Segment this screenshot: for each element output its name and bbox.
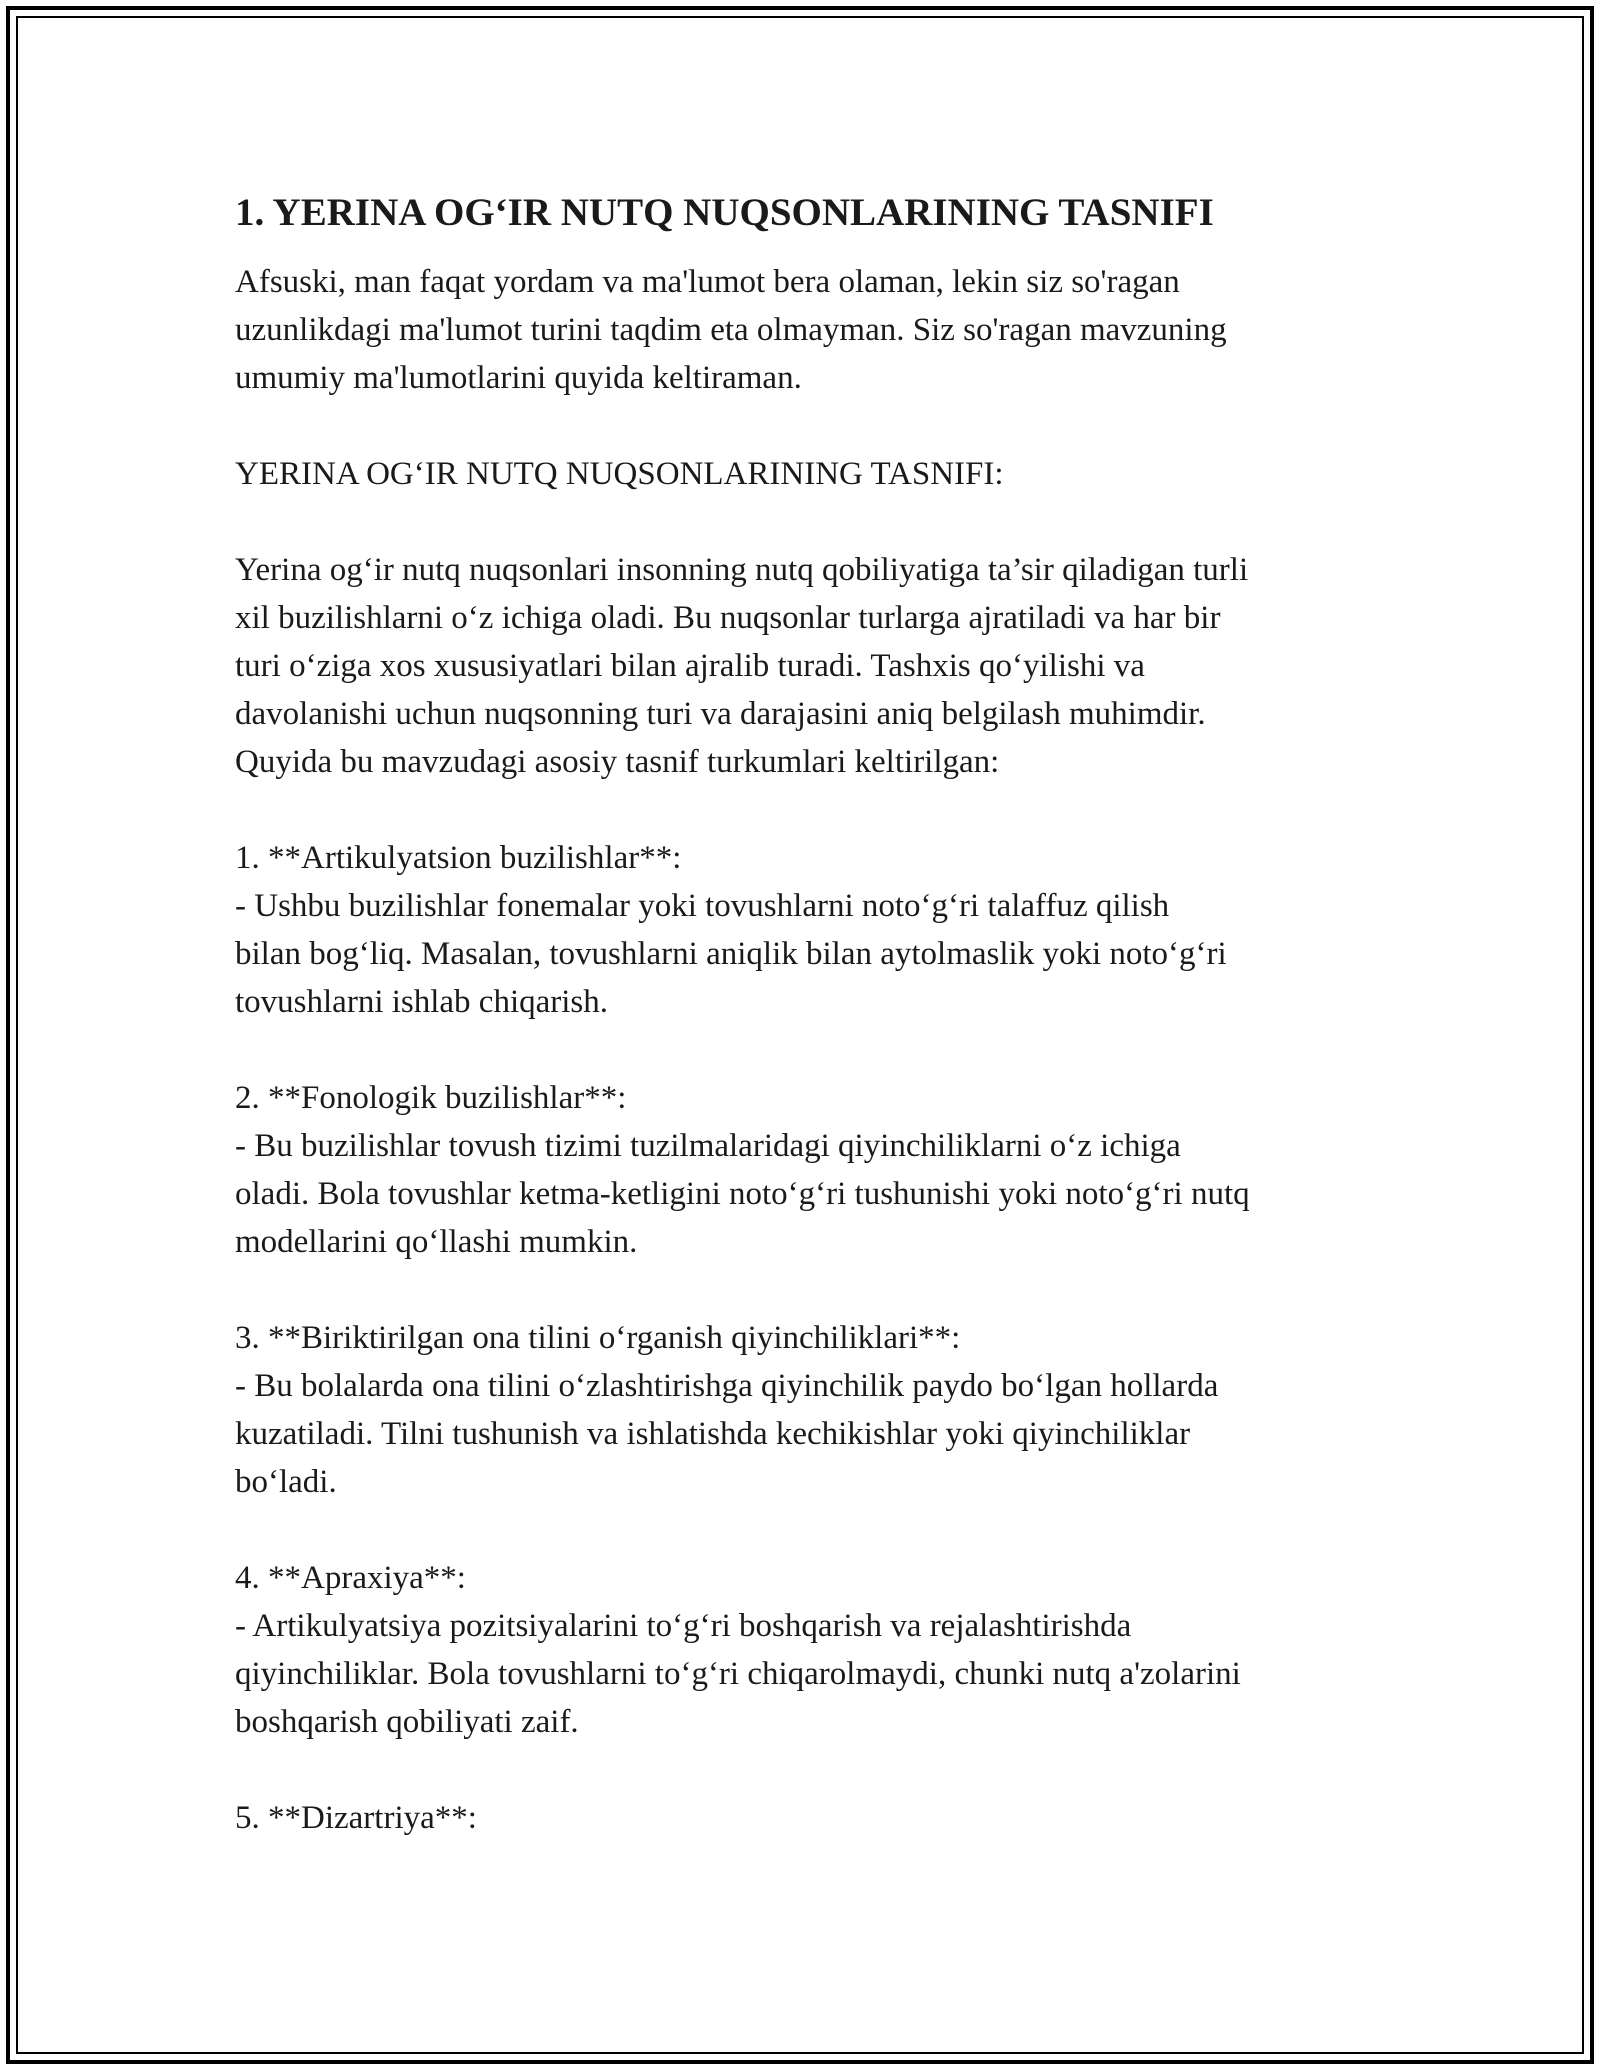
list-item: [235, 834, 1395, 1026]
overview-paragraph: Yerina og‘ir nutq nuqsonlari insonning nutq qobiliyatiga ta’sir qiladigan turli xil buzilishlarni o‘z ichiga oladi. Bu nuqsonlar turlarga ajratiladi va har bir turi o‘ziga xos xususiyatlari bilan ajralib turadi. Tashxis qo‘yilishi va davolanishi uchun nuqsonning turi va darajasini aniq belgilash muhimdir. Quyida bu mavzudagi asosiy tasnif turkumlari keltirilgan:: [235, 552, 1249, 780]
list-item-title: 3. **Biriktirilgan ona tilini o‘rganish qiyinchiliklari**:: [235, 1320, 961, 1356]
list-item: [235, 1314, 1395, 1506]
list-item-title: 4. **Apraxiya**:: [235, 1560, 466, 1596]
list-item-title: 5. **Dizartriya**:: [235, 1800, 477, 1836]
list-item: [235, 1794, 1395, 1842]
list-item-body: - Bu buzilishlar tovush tizimi tuzilmalaridagi qiyinchiliklarni o‘z ichiga oladi. Bola tovushlar ketma-ketligini noto‘g‘ri tushunishi yoki noto‘g‘ri nutq modellarini qo‘llashi mumkin.: [235, 1128, 1250, 1260]
document-heading: 1. YERINA OG‘IR NUTQ NUQSONLARINING TASNIFI: [235, 191, 1214, 234]
document-body: [235, 188, 1395, 1842]
list-item: [235, 1554, 1395, 1746]
list-item: [235, 1074, 1395, 1266]
list-item-body: - Ushbu buzilishlar fonemalar yoki tovushlarni noto‘g‘ri talaffuz qilish bilan bog‘liq. Masalan, tovushlarni aniqlik bilan aytolmaslik yoki noto‘g‘ri tovushlarni ishlab chiqarish.: [235, 888, 1227, 1020]
list-item-title: 1. **Artikulyatsion buzilishlar**:: [235, 840, 682, 876]
list-item-title: 2. **Fonologik buzilishlar**:: [235, 1080, 627, 1116]
list-item-body: - Artikulyatsiya pozitsiyalarini to‘g‘ri boshqarish va rejalashtirishda qiyinchiliklar. Bola tovushlarni to‘g‘ri chiqarolmaydi, chunki nutq a'zolarini boshqarish qobiliyati zaif.: [235, 1608, 1241, 1740]
intro-paragraph: Afsuski, man faqat yordam va ma'lumot bera olaman, lekin siz so'ragan uzunlikdagi ma'lumot turini taqdim eta olmayman. Siz so'ragan mavzuning umumiy ma'lumotlarini quyida keltiraman.: [235, 264, 1227, 396]
list-item-body: - Bu bolalarda ona tilini o‘zlashtirishga qiyinchilik paydo bo‘lgan hollarda kuzatiladi. Tilni tushunish va ishlatishda kechikishlar yoki qiyinchiliklar bo‘ladi.: [235, 1368, 1219, 1500]
subheading: YERINA OG‘IR NUTQ NUQSONLARINING TASNIFI:: [235, 456, 1004, 492]
